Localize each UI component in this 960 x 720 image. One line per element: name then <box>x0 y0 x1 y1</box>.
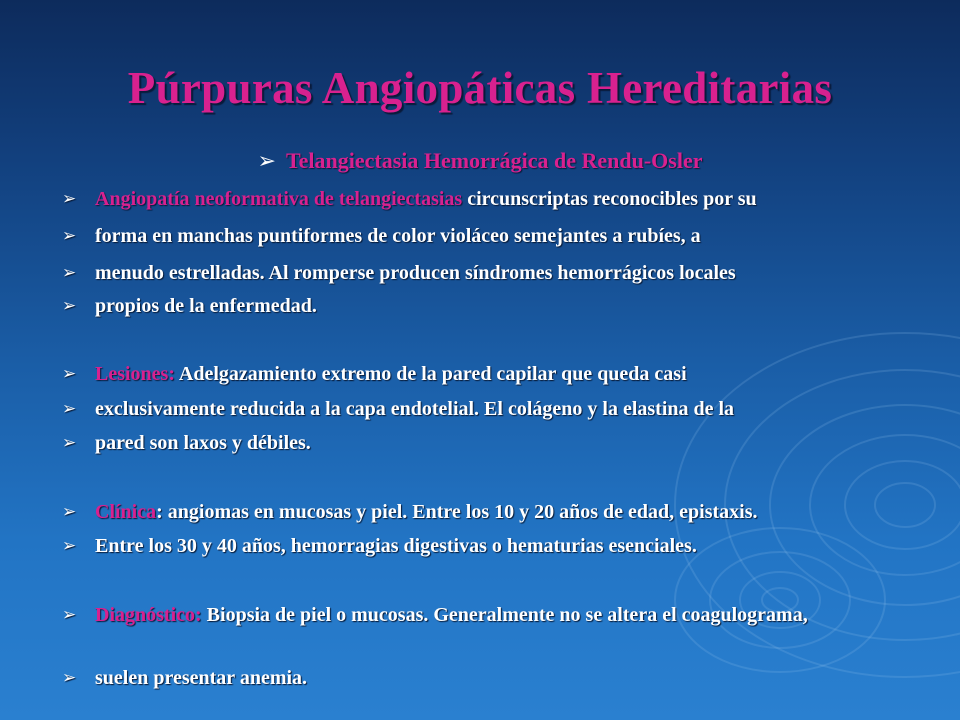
highlight-term: Diagnóstico: <box>95 604 202 626</box>
highlight-term: Lesiones: <box>95 363 175 385</box>
bullet-item <box>62 397 922 421</box>
arrow-bullet-icon: ➢ <box>257 149 276 174</box>
arrow-bullet-icon: ➢ <box>62 399 77 419</box>
bullet-text: menudo estrelladas. Al romperse producen síndromes hemorrágicos locales <box>95 262 736 284</box>
bullet-item <box>62 534 922 558</box>
highlight-term: Clínica <box>95 501 157 523</box>
bullet-text: Adelgazamiento extremo de la pared capilar que queda casi <box>175 363 687 385</box>
bullet-item <box>62 294 922 318</box>
arrow-bullet-icon: ➢ <box>62 189 77 209</box>
arrow-bullet-icon: ➢ <box>62 226 77 246</box>
bullet-text: Entre los 30 y 40 años, hemorragias digestivas o hematurias esenciales. <box>95 535 697 557</box>
bullet-item <box>62 261 922 285</box>
highlight-term: Angiopatía neoformativa de telangiectasias <box>95 188 463 210</box>
bullet-text: circunscriptas reconocibles por su <box>462 188 757 210</box>
bullet-item <box>62 431 922 455</box>
bullet-text: Biopsia de piel o mucosas. Generalmente no se altera el coagulograma, <box>201 604 808 626</box>
bullet-item <box>62 500 922 524</box>
arrow-bullet-icon: ➢ <box>62 536 77 556</box>
bullet-text: suelen presentar anemia. <box>95 667 308 689</box>
bullet-text: forma en manchas puntiformes de color violáceo semejantes a rubíes, a <box>95 225 701 247</box>
bullet-item <box>62 666 922 690</box>
subtitle <box>0 148 960 174</box>
arrow-bullet-icon: ➢ <box>62 605 77 625</box>
bullet-text: propios de la enfermedad. <box>95 295 317 317</box>
slide-title: Púrpuras Angiopáticas Hereditarias <box>127 63 833 113</box>
arrow-bullet-icon: ➢ <box>62 263 77 283</box>
bullet-text: exclusivamente reducida a la capa endotelial. El colágeno y la elastina de la <box>95 398 735 420</box>
bullet-text: pared son laxos y débiles. <box>95 432 311 454</box>
bullet-item <box>62 603 822 627</box>
bullet-item <box>62 187 922 211</box>
arrow-bullet-icon: ➢ <box>62 364 77 384</box>
bullet-item <box>62 224 922 248</box>
arrow-bullet-icon: ➢ <box>62 433 77 453</box>
arrow-bullet-icon: ➢ <box>62 668 77 688</box>
bullet-text: : angiomas en mucosas y piel. Entre los 10 y 20 años de edad, epistaxis. <box>156 501 758 523</box>
arrow-bullet-icon: ➢ <box>62 502 77 522</box>
bullet-item <box>62 362 922 386</box>
arrow-bullet-icon: ➢ <box>62 296 77 316</box>
subtitle-text: Telangiectasia Hemorrágica de Rendu-Osler <box>285 148 703 173</box>
